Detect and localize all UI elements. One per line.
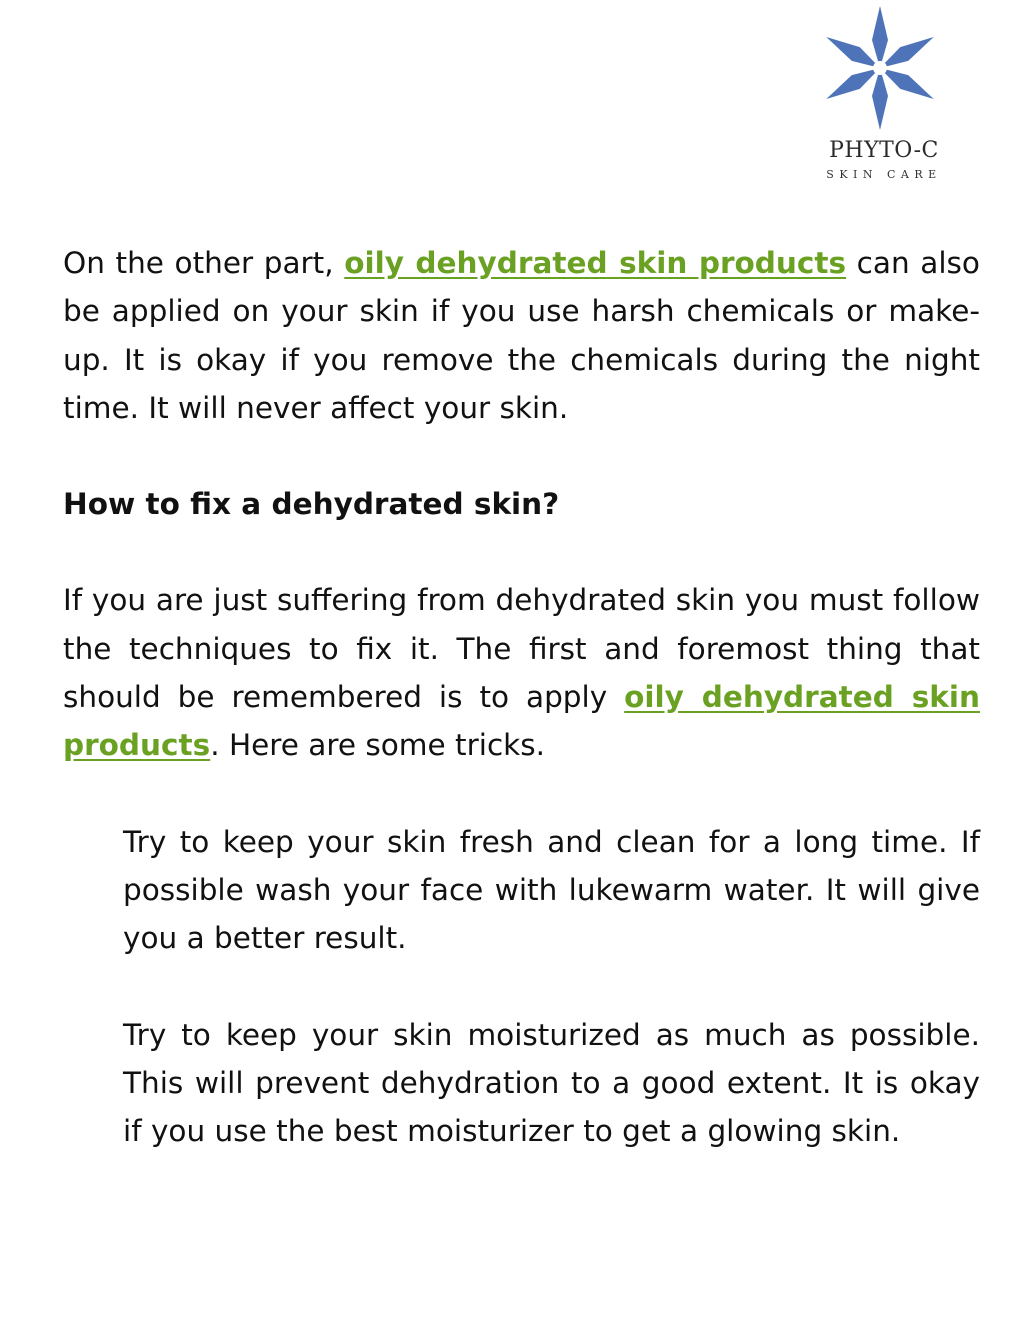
intro-text-start: On the other part, [63,246,345,280]
tip-item-1: Try to keep your skin fresh and clean for a long time. If possible wash your face with lukewarm water. It will give you a better result. [123,824,980,956]
fix-text-end: . Here are some tricks. [210,728,546,763]
star-icon [818,4,950,134]
brand-logo [818,4,950,184]
product-link-2[interactable]: oily dehydrated skin products [63,680,980,763]
section-heading: How to fix a dehydrated skin? [63,487,560,522]
intro-text-end: can also be applied on your skin if you use harsh chemicals or make-up. It is okay if you remove the chemicals during the night time. It will never affect your skin. [63,246,980,425]
brand-name: PHYTO-C [829,138,939,163]
fix-text-start: If you are just suffering from dehydrated skin you must follow the techniques to fix it. The first and foremost thing that should be remembered is to apply [63,583,980,715]
tip-item-2: Try to keep your skin moisturized as much as possible. This will prevent dehydration to a good extent. It is okay if you use the best moisturizer to get a glowing skin. [123,1017,980,1149]
intro-paragraph [63,239,980,432]
fix-paragraph [63,576,980,769]
document-body [63,239,980,1155]
brand-tagline: SKIN CARE [826,168,942,181]
product-link-1[interactable]: oily dehydrated skin products [344,246,847,280]
